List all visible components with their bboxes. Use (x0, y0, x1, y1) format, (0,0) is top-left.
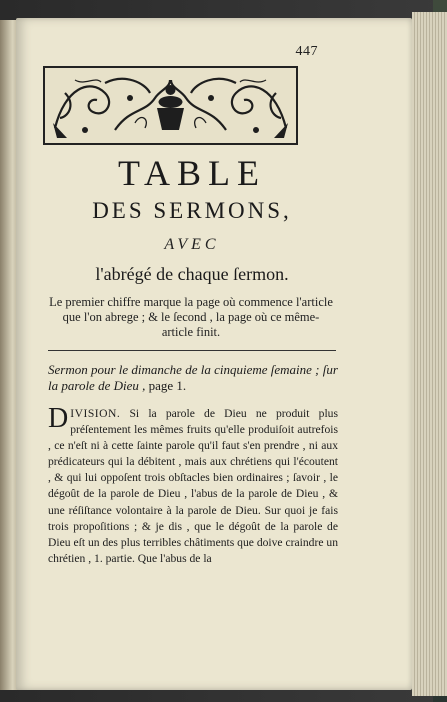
sermon-title (48, 362, 338, 394)
page-number: 447 (295, 44, 318, 59)
abrege-heading: l'abrégé de chaque ſermon. (95, 264, 289, 284)
sermon-title-text: Sermon pour le dimanche de la cinquieme ſemaine ; ſur la parole de Dieu , (48, 362, 338, 393)
page-title: TABLE (117, 153, 267, 193)
avec-label: AVEC (164, 236, 220, 253)
ornament-icon (45, 68, 296, 143)
division-lead: IVISION. (70, 407, 121, 420)
decorative-headpiece (43, 66, 298, 145)
sermon-summary (48, 403, 338, 567)
sermon-page-ref: page 1. (148, 378, 187, 393)
table-note: Le premier chiffre marque la page où commence l'article que l'on abrege ; & le ſecond , la page où ce même-article finit. (49, 295, 333, 339)
page-subtitle: DES SERMONS, (92, 198, 292, 223)
drop-capital: D (48, 403, 69, 434)
divider-rule (48, 350, 336, 351)
page-edges (412, 12, 447, 696)
summary-text: Si la parole de Dieu ne produit plus préſentement les mêmes fruits qu'elle produiſoit autrefois , ce n'eſt ni à cette ſainte parole qu'il faut s'en prendre , ni aux prédicateurs qui la débitent , mais aux chrétiens qui l'écoutent , & qui lui oppoſent trois obſtacles bien ordinaires ; ſavoir , le dégoût de la parole de Dieu , l'abus de la parole de Dieu , & une réſiſtance volontaire à la parole de Dieu. Sur quoi je fais trois propoſitions ; & je dis , que le dégoût de la parole de Dieu eſt un des plus terribles châtiments que doive craindre un chrétien , 1. partie. Que l'abus de la (48, 407, 338, 565)
